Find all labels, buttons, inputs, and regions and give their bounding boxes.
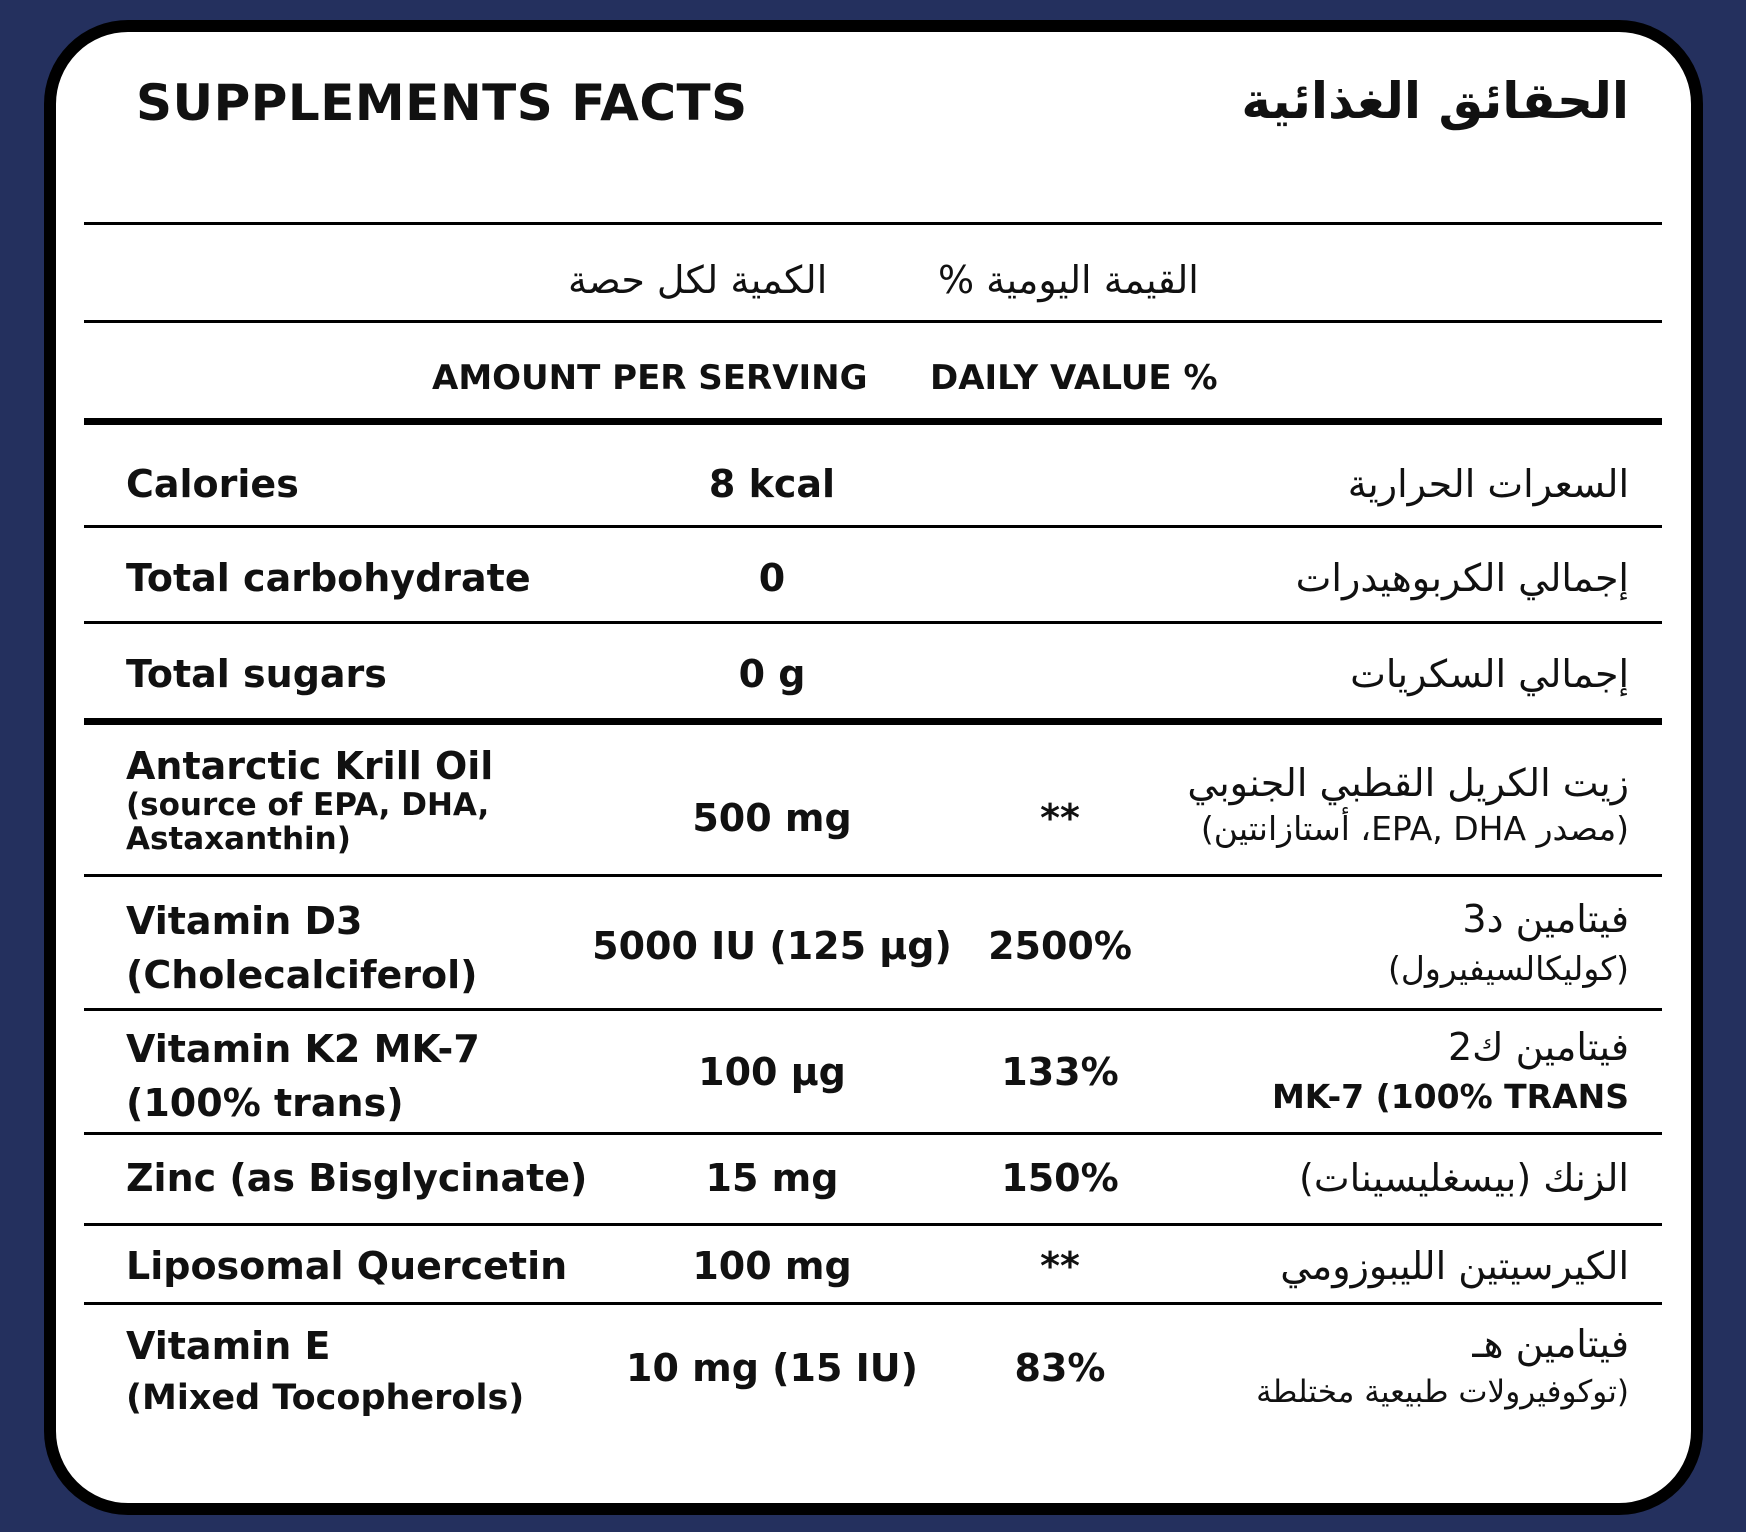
nutrient-detail: (100% trans) xyxy=(126,1081,404,1125)
nutrient-name-arabic: الزنك (بيسغليسينات) xyxy=(1299,1156,1629,1200)
supplement-facts-panel xyxy=(44,20,1703,1515)
nutrient-name-arabic: السعرات الحرارية xyxy=(1347,462,1629,506)
nutrient-name-block xyxy=(126,1022,480,1130)
divider xyxy=(84,525,1662,528)
nutrient-name-block xyxy=(126,1320,524,1424)
nutrient-name: Antarctic Krill Oil xyxy=(126,744,494,788)
amount-value: 500 mg xyxy=(692,796,852,840)
header-daily-english: DAILY VALUE % xyxy=(930,358,1218,398)
nutrient-name: Calories xyxy=(126,462,299,506)
nutrient-name: Total carbohydrate xyxy=(126,556,531,600)
nutrient-detail: (Mixed Tocopherols) xyxy=(126,1378,525,1418)
amount-value: 0 xyxy=(758,556,786,600)
divider xyxy=(84,1302,1662,1305)
daily-value: ** xyxy=(1040,796,1080,840)
nutrient-name-arabic: الكيرسيتين الليبوزومي xyxy=(1280,1244,1629,1288)
nutrient-name-arabic: زيت الكريل القطبي الجنوبي xyxy=(1187,761,1629,805)
nutrient-detail-arabic: (مصدر EPA, DHA، أستازانتين) xyxy=(1200,809,1629,848)
nutrient-name: Vitamin D3 xyxy=(126,899,363,943)
amount-value: 0 g xyxy=(738,652,806,696)
daily-value: 2500% xyxy=(988,924,1132,968)
header-amount-arabic: الكمية لكل حصة xyxy=(568,258,828,302)
amount-value: 10 mg (15 IU) xyxy=(626,1346,918,1390)
amount-value: 8 kcal xyxy=(708,462,836,506)
nutrient-name-arabic: فيتامين د3 xyxy=(1462,897,1629,941)
nutrient-name: Liposomal Quercetin xyxy=(126,1244,568,1288)
nutrient-name-arabic: فيتامين هـ xyxy=(1472,1322,1629,1366)
nutrient-name: Total sugars xyxy=(126,652,387,696)
divider xyxy=(84,222,1662,225)
nutrient-name: Vitamin K2 MK-7 xyxy=(126,1027,480,1071)
amount-value: 100 µg xyxy=(698,1050,846,1094)
divider xyxy=(84,1008,1662,1011)
nutrient-name-arabic-block xyxy=(1272,1022,1629,1122)
nutrient-name-block xyxy=(126,894,478,1002)
header-daily-arabic: القيمة اليومية % xyxy=(938,258,1199,302)
nutrient-name-arabic-block xyxy=(1388,894,1629,994)
nutrient-detail-arabic: (كوليكالسيفيرول) xyxy=(1387,949,1629,988)
nutrient-name-arabic: إجمالي السكريات xyxy=(1350,652,1629,696)
nutrient-name: Vitamin E xyxy=(126,1324,331,1368)
nutrient-detail: (source of EPA, DHA, xyxy=(126,787,490,823)
divider xyxy=(84,874,1662,877)
nutrient-detail: Astaxanthin) xyxy=(126,821,351,857)
title-english: SUPPLEMENTS FACTS xyxy=(136,74,748,132)
nutrient-name-arabic: إجمالي الكربوهيدرات xyxy=(1295,556,1629,600)
divider xyxy=(84,621,1662,624)
daily-value: 133% xyxy=(1001,1050,1119,1094)
daily-value: ** xyxy=(1040,1244,1080,1288)
divider xyxy=(84,1223,1662,1226)
nutrient-detail-arabic: (توكوفيرولات طبيعية مختلطة xyxy=(1256,1374,1629,1410)
daily-value: 83% xyxy=(1014,1346,1106,1390)
nutrient-name-arabic-block xyxy=(1187,760,1629,852)
thick-divider xyxy=(84,718,1662,725)
daily-value: 150% xyxy=(1001,1156,1119,1200)
header-amount-english: AMOUNT PER SERVING xyxy=(432,358,868,398)
divider xyxy=(84,320,1662,323)
nutrient-name-block xyxy=(126,744,493,856)
nutrient-name-arabic: فيتامين ك2 xyxy=(1447,1025,1629,1069)
amount-value: 15 mg xyxy=(705,1156,839,1200)
nutrient-detail-arabic: MK-7 (100% TRANS xyxy=(1271,1077,1629,1116)
amount-value: 5000 IU (125 µg) xyxy=(592,924,952,968)
nutrient-name: Zinc (as Bisglycinate) xyxy=(126,1156,588,1200)
nutrient-name-arabic-block xyxy=(1256,1320,1629,1416)
nutrient-detail: (Cholecalciferol) xyxy=(126,953,478,997)
thick-divider xyxy=(84,418,1662,425)
amount-value: 100 mg xyxy=(692,1244,852,1288)
divider xyxy=(84,1132,1662,1135)
title-arabic: الحقائق الغذائية xyxy=(1241,72,1629,130)
